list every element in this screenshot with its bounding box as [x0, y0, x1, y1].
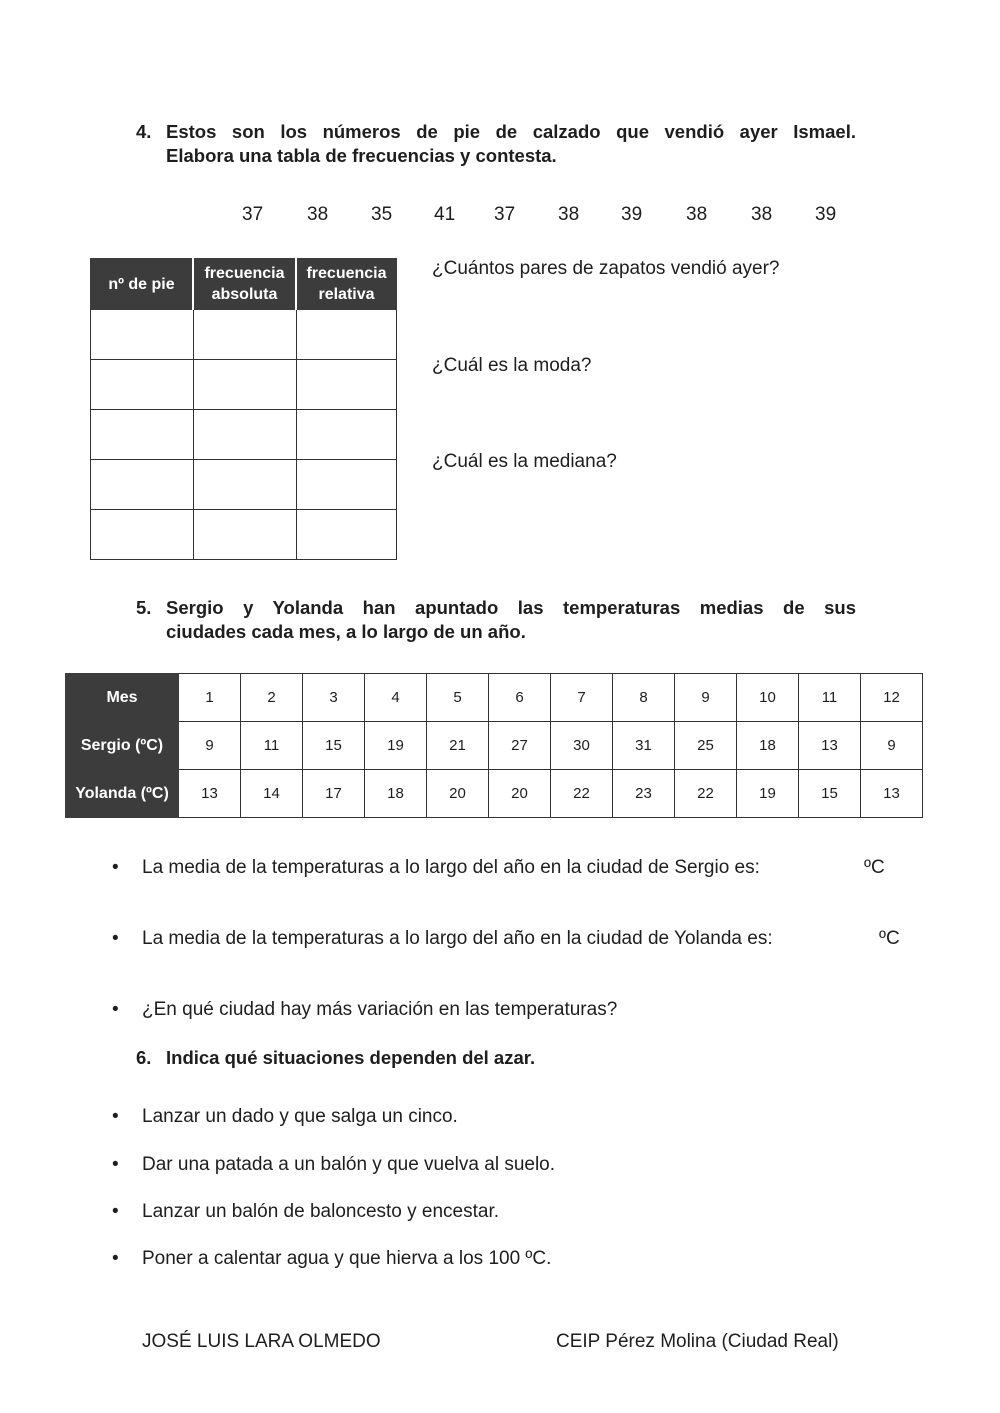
table-cell: 11	[799, 674, 861, 722]
shoe-size: 35	[371, 204, 393, 225]
table-cell: 5	[427, 674, 489, 722]
table-cell: 15	[799, 770, 861, 818]
bullet-icon: •	[112, 857, 119, 878]
frequency-table	[90, 258, 397, 560]
table-cell: 30	[551, 722, 613, 770]
table-cell: 14	[241, 770, 303, 818]
row-label-month: Mes	[66, 674, 179, 722]
bullet-text: Lanzar un balón de baloncesto y encestar.	[142, 1201, 500, 1222]
table-row-yolanda	[66, 770, 923, 818]
table-cell: 21	[427, 722, 489, 770]
table-row	[91, 510, 397, 560]
shoe-size: 37	[242, 204, 264, 225]
row-label-yolanda: Yolanda (ºC)	[66, 770, 179, 818]
header-absolute-frequency: frecuencia absoluta	[193, 259, 296, 310]
exercise-number: 5.	[136, 597, 152, 618]
shoe-size: 39	[815, 204, 837, 225]
table-cell: 20	[489, 770, 551, 818]
exercise-6-heading	[136, 1046, 856, 1070]
bullet-text: ¿En qué ciudad hay más variación en las temperaturas?	[142, 999, 618, 1020]
table-cell: 10	[737, 674, 799, 722]
bullet-icon: •	[112, 1154, 119, 1175]
footer-author: JOSÉ LUIS LARA OLMEDO	[142, 1331, 381, 1352]
shoe-size: 41	[434, 204, 456, 225]
unit-label: ºC	[879, 928, 900, 949]
table-cell: 18	[365, 770, 427, 818]
exercise-number: 6.	[136, 1047, 152, 1068]
answer-cell[interactable]	[193, 410, 296, 460]
answer-cell[interactable]	[91, 410, 194, 460]
answer-cell[interactable]	[296, 510, 397, 560]
table-cell: 8	[613, 674, 675, 722]
answer-cell[interactable]	[91, 360, 194, 410]
table-cell: 13	[179, 770, 241, 818]
shoe-size: 38	[307, 204, 329, 225]
exercise-text-line-2: Elabora una tabla de frecuencias y contesta.	[166, 145, 557, 166]
table-cell: 7	[551, 674, 613, 722]
table-cell: 4	[365, 674, 427, 722]
table-cell: 13	[861, 770, 923, 818]
shoe-size: 37	[494, 204, 516, 225]
shoe-size: 39	[621, 204, 643, 225]
table-cell: 20	[427, 770, 489, 818]
table-cell: 3	[303, 674, 365, 722]
exercise-title: Indica qué situaciones dependen del azar.	[166, 1047, 536, 1068]
table-header-row	[91, 259, 397, 310]
table-cell: 18	[737, 722, 799, 770]
table-cell: 31	[613, 722, 675, 770]
question-mode: ¿Cuál es la moda?	[432, 355, 592, 376]
bullet-icon: •	[112, 928, 119, 949]
temperature-table	[65, 673, 923, 818]
table-cell: 17	[303, 770, 365, 818]
answer-cell[interactable]	[193, 360, 296, 410]
answer-cell[interactable]	[296, 410, 397, 460]
table-cell: 19	[737, 770, 799, 818]
shoe-size: 38	[558, 204, 580, 225]
shoe-size: 38	[686, 204, 708, 225]
exercise-text-line-1: Sergio y Yolanda han apuntado las temperaturas medias de sus	[166, 597, 856, 618]
shoe-size: 38	[751, 204, 773, 225]
exercise-5-heading	[136, 596, 856, 644]
table-cell: 15	[303, 722, 365, 770]
bullet-icon: •	[112, 1201, 119, 1222]
bullet-text: La media de la temperaturas a lo largo del año en la ciudad de Sergio es:	[142, 857, 760, 878]
table-cell: 22	[675, 770, 737, 818]
answer-cell[interactable]	[91, 510, 194, 560]
question-median: ¿Cuál es la mediana?	[432, 451, 617, 472]
table-row	[91, 310, 397, 360]
table-cell: 9	[675, 674, 737, 722]
answer-cell[interactable]	[193, 510, 296, 560]
bullet-icon: •	[112, 1248, 119, 1269]
exercise-text-line-2: ciudades cada mes, a lo largo de un año.	[166, 621, 526, 642]
table-row	[91, 460, 397, 510]
answer-cell[interactable]	[91, 460, 194, 510]
bullet-text: La media de la temperaturas a lo largo del año en la ciudad de Yolanda es:	[142, 928, 773, 949]
exercise-text-line-1: Estos son los números de pie de calzado que vendió ayer Ismael.	[166, 121, 856, 142]
table-cell: 12	[861, 674, 923, 722]
table-cell: 25	[675, 722, 737, 770]
answer-cell[interactable]	[193, 460, 296, 510]
answer-cell[interactable]	[296, 310, 397, 360]
table-cell: 2	[241, 674, 303, 722]
table-cell: 1	[179, 674, 241, 722]
bullet-text: Dar una patada a un balón y que vuelva al suelo.	[142, 1154, 556, 1175]
table-cell: 22	[551, 770, 613, 818]
table-cell: 13	[799, 722, 861, 770]
bullet-text: Lanzar un dado y que salga un cinco.	[142, 1106, 458, 1127]
table-cell: 23	[613, 770, 675, 818]
header-relative-frequency: frecuencia relativa	[296, 259, 397, 310]
table-row-months	[66, 674, 923, 722]
unit-label: ºC	[864, 857, 885, 878]
table-cell: 27	[489, 722, 551, 770]
table-row	[91, 360, 397, 410]
table-cell: 19	[365, 722, 427, 770]
table-row-sergio	[66, 722, 923, 770]
exercise-4-heading	[136, 120, 856, 168]
bullet-text: Poner a calentar agua y que hierva a los 100 ºC.	[142, 1248, 552, 1269]
table-cell: 11	[241, 722, 303, 770]
header-shoe-size: nº de pie	[91, 259, 194, 310]
row-label-sergio: Sergio (ºC)	[66, 722, 179, 770]
footer-school: CEIP Pérez Molina (Ciudad Real)	[556, 1331, 839, 1352]
bullet-icon: •	[112, 1106, 119, 1127]
table-cell: 6	[489, 674, 551, 722]
answer-cell[interactable]	[296, 460, 397, 510]
table-row	[91, 410, 397, 460]
answer-cell[interactable]	[193, 310, 296, 360]
table-cell: 9	[179, 722, 241, 770]
bullet-icon: •	[112, 999, 119, 1020]
table-cell: 9	[861, 722, 923, 770]
answer-cell[interactable]	[296, 360, 397, 410]
answer-cell[interactable]	[91, 310, 194, 360]
exercise-number: 4.	[136, 121, 152, 142]
question-total-pairs: ¿Cuántos pares de zapatos vendió ayer?	[432, 258, 780, 279]
